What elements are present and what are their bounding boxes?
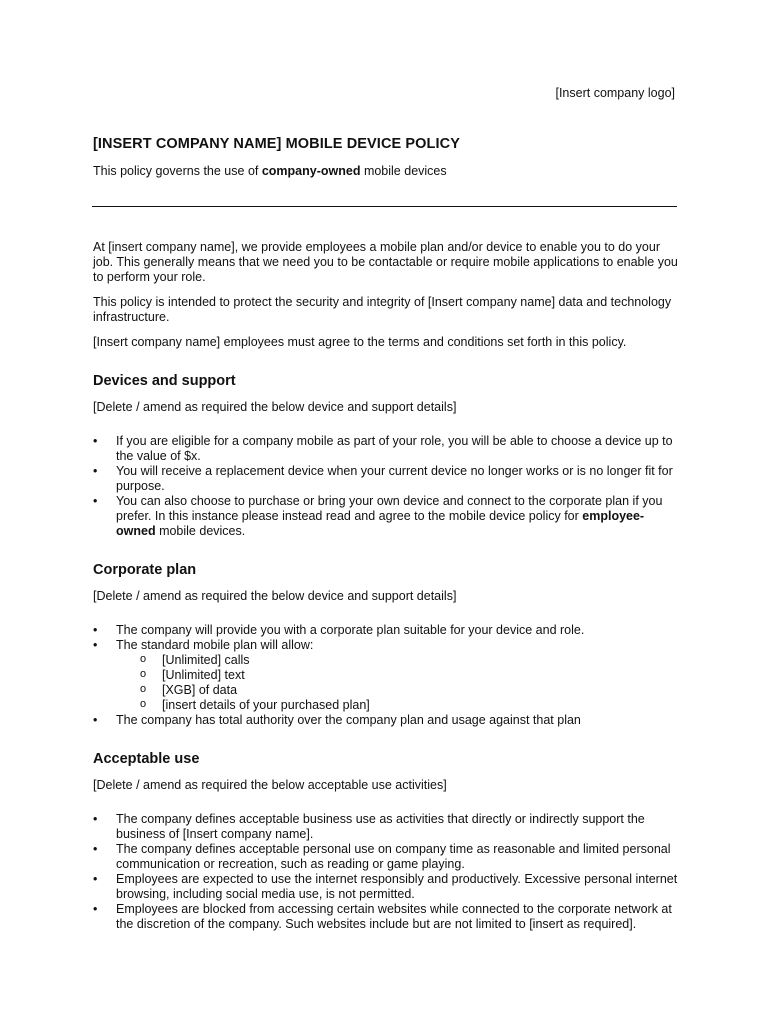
- document-title: [INSERT COMPANY NAME] MOBILE DEVICE POLICY: [93, 136, 460, 152]
- list-item: • The company has total authority over the company plan and usage against that plan: [93, 713, 678, 728]
- sub-list-item: o [Unlimited] text: [116, 668, 678, 683]
- list-item: • You will receive a replacement device when your current device no longer works or is no longer fit for purpose.: [93, 464, 678, 494]
- subtitle-text-pre: This policy governs the use of: [93, 164, 262, 178]
- section-heading-devices: Devices and support: [93, 373, 236, 389]
- subtitle-text-post: mobile devices: [360, 164, 447, 178]
- plan-allowance-list: [116, 653, 678, 713]
- list-item: [93, 638, 678, 713]
- devices-list: [93, 434, 678, 539]
- section-heading-acceptable-use: Acceptable use: [93, 751, 200, 767]
- list-item: [93, 494, 678, 539]
- intro-paragraph: At [insert company name], we provide employees a mobile plan and/or device to enable you to do your job. This generally means that we need you to be contactable or require mobile applications to enable you to perform your role.: [93, 240, 678, 284]
- list-item: • Employees are blocked from accessing certain websites while connected to the corporate network at the discretion of the company. Such websites include but are not limited to [insert as required].: [93, 902, 678, 932]
- sub-list-item: o [XGB] of data: [116, 683, 678, 698]
- section-note: [Delete / amend as required the below device and support details]: [93, 400, 457, 414]
- section-heading-corporate-plan: Corporate plan: [93, 562, 197, 578]
- list-item: • If you are eligible for a company mobile as part of your role, you will be able to choose a device up to the value of $x.: [93, 434, 678, 464]
- list-item: • The company defines acceptable personal use on company time as reasonable and limited personal communication or recreation, such as reading or game playing.: [93, 842, 678, 872]
- list-item-text: mobile devices.: [155, 524, 246, 538]
- list-item-bold-text: employee-owned: [116, 509, 645, 538]
- horizontal-divider: [92, 206, 677, 207]
- intro-paragraph: [Insert company name] employees must agree to the terms and conditions set forth in this policy.: [93, 335, 627, 349]
- document-body: [93, 240, 678, 932]
- acceptable-use-list: [93, 812, 678, 932]
- list-item: • The company defines acceptable business use as activities that directly or indirectly support the business of [Insert company name].: [93, 812, 678, 842]
- list-item: • The company will provide you with a corporate plan suitable for your device and role.: [93, 623, 678, 638]
- company-logo-placeholder: [Insert company logo]: [555, 86, 675, 100]
- list-item-text: The standard mobile plan will allow:: [116, 638, 314, 652]
- sub-list-item: o [Unlimited] calls: [116, 653, 678, 668]
- document-subtitle: [93, 164, 447, 178]
- section-note: [Delete / amend as required the below device and support details]: [93, 589, 457, 603]
- list-item-text: You can also choose to purchase or bring your own device and connect to the corporate plan if you prefer. In this instance please instead read and agree to the mobile device policy for: [116, 494, 663, 523]
- subtitle-text-bold: company-owned: [261, 164, 361, 178]
- sub-list-item: o [insert details of your purchased plan]: [116, 698, 678, 713]
- section-note: [Delete / amend as required the below acceptable use activities]: [93, 778, 447, 792]
- list-item: • Employees are expected to use the internet responsibly and productively. Excessive personal internet browsing, including social media use, is not permitted.: [93, 872, 678, 902]
- corporate-plan-list: [93, 623, 678, 728]
- intro-paragraph: This policy is intended to protect the security and integrity of [Insert company name] data and technology infrastructure.: [93, 295, 672, 324]
